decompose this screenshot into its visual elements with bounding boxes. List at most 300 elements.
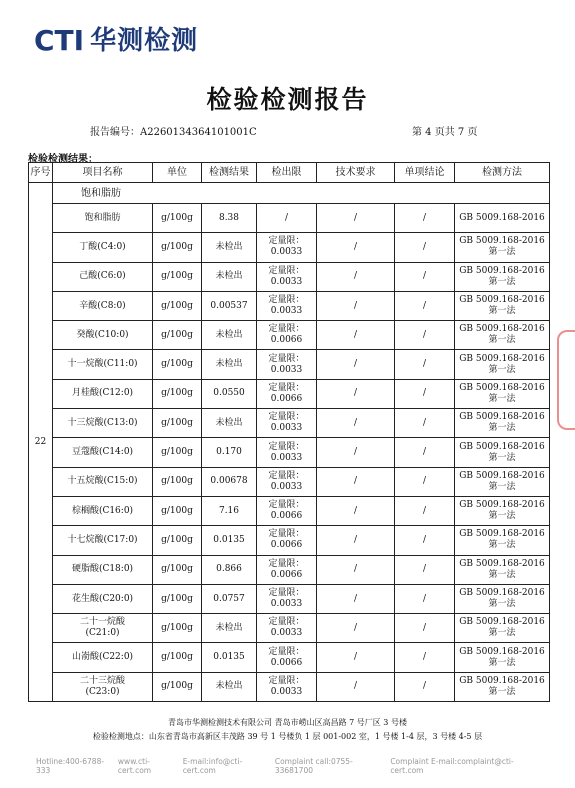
requirement-text: / (353, 359, 358, 370)
detection-limit-text: 定量限： (268, 529, 305, 540)
conclusion-text: / (422, 476, 427, 487)
table-row (29, 643, 550, 672)
detection-limit (257, 233, 317, 262)
conclusion (395, 584, 455, 613)
col-header: 检测结果 (202, 163, 257, 183)
test-method-text: 第一法 (488, 335, 516, 346)
unit (153, 379, 202, 408)
item-name (53, 672, 153, 701)
conclusion (395, 555, 455, 584)
detection-limit-text: 定量限： (268, 675, 305, 686)
result-text: 0.170 (216, 447, 242, 458)
report-number-value: A2260134364101001C (140, 127, 257, 138)
item-name (53, 204, 153, 233)
requirement-text: / (353, 417, 358, 428)
test-method-text: 第一法 (488, 686, 516, 697)
unit (153, 496, 202, 525)
item-name-text: 己酸(C6:0) (79, 271, 126, 282)
conclusion-text: / (422, 300, 427, 311)
result (202, 614, 257, 643)
detection-limit-text: 定量限： (268, 353, 305, 364)
conclusion-text: / (422, 652, 427, 663)
item-name-text: 十七烷酸(C17:0) (67, 534, 138, 545)
conclusion-text: / (422, 388, 427, 399)
test-method-text: GB 5009.168-2016 (459, 236, 545, 247)
unit-text: g/100g (161, 476, 193, 487)
conclusion (395, 496, 455, 525)
test-method-text: 第一法 (488, 481, 516, 492)
conclusion-text: / (422, 593, 427, 604)
result-text: 0.0550 (213, 388, 245, 399)
contact-bar (36, 757, 546, 775)
table-row (29, 467, 550, 496)
test-method (455, 467, 550, 496)
unit (153, 321, 202, 350)
requirement-text: / (353, 564, 358, 575)
conclusion (395, 350, 455, 379)
table-row (29, 291, 550, 320)
test-method-text: 第一法 (488, 657, 516, 668)
table-row (29, 233, 550, 262)
result-text: 0.00678 (210, 476, 248, 487)
table-row (29, 350, 550, 379)
detection-limit (257, 584, 317, 613)
item-name (53, 321, 153, 350)
item-name (53, 291, 153, 320)
result (202, 291, 257, 320)
test-method-text: 第一法 (488, 364, 516, 375)
requirement-text: / (353, 447, 358, 458)
detection-limit (257, 555, 317, 584)
detection-limit-text: 0.0033 (270, 364, 303, 375)
item-name-text: 二十一烷酸 (79, 617, 125, 628)
unit-text: g/100g (161, 505, 193, 516)
results-table (28, 162, 550, 702)
company-logo (34, 26, 198, 56)
conclusion-text: / (422, 271, 427, 282)
table-row (29, 204, 550, 233)
test-method (455, 584, 550, 613)
test-method (455, 409, 550, 438)
item-name-text: 山嵛酸(C22:0) (71, 652, 134, 663)
item-name (53, 584, 153, 613)
conclusion (395, 526, 455, 555)
detection-limit-text: 定量限： (268, 588, 305, 598)
requirement (317, 614, 395, 643)
unit (153, 643, 202, 672)
result-text: 未检出 (215, 417, 243, 428)
result-text: 未检出 (215, 359, 243, 370)
requirement-text: / (353, 534, 358, 545)
requirement-text: / (353, 681, 358, 692)
item-name (53, 262, 153, 291)
item-name-text: (C21:0) (85, 628, 120, 639)
item-name-text: 硬脂酸(C18:0) (71, 564, 134, 575)
unit-text: g/100g (161, 447, 193, 458)
item-name (53, 438, 153, 467)
unit-text: g/100g (161, 534, 193, 545)
unit (153, 438, 202, 467)
result-text: 7.16 (218, 505, 240, 516)
test-method-text: 第一法 (488, 628, 516, 639)
unit-text: g/100g (161, 241, 193, 252)
detection-limit (257, 643, 317, 672)
detection-limit-text: 0.0066 (270, 511, 303, 522)
result (202, 233, 257, 262)
detection-limit-text: 0.0066 (270, 657, 303, 668)
detection-limit-text: 0.0066 (270, 569, 303, 580)
test-method-text: 第一法 (488, 276, 516, 287)
result (202, 350, 257, 379)
test-method (455, 496, 550, 525)
result (202, 672, 257, 701)
requirement (317, 321, 395, 350)
requirement-text: / (353, 271, 358, 282)
item-name-text: 癸酸(C10:0) (76, 329, 129, 340)
requirement-text: / (353, 505, 358, 516)
result (202, 526, 257, 555)
complaint-email-text: Complaint E-mail:complaint@cti-cert.com (390, 757, 514, 775)
result (202, 379, 257, 408)
detection-limit-text: 定量限： (268, 382, 305, 393)
col-header: 检出限 (257, 163, 317, 183)
section-label: 检验检测结果： (28, 154, 98, 165)
report-title: 检验检测报告 (206, 85, 369, 114)
seal-stamp-edge (557, 330, 575, 430)
test-method-text: GB 5009.168-2016 (459, 212, 545, 223)
test-method (455, 262, 550, 291)
test-method-text: 第一法 (488, 569, 516, 580)
test-method-text: GB 5009.168-2016 (459, 441, 545, 452)
table-row (29, 379, 550, 408)
table-row (29, 409, 550, 438)
report-number (90, 123, 257, 138)
unit (153, 614, 202, 643)
col-header: 项目名称 (53, 163, 153, 183)
conclusion (395, 467, 455, 496)
logo-cti-text: CTI (34, 24, 85, 57)
item-name-text: 月桂酸(C12:0) (71, 388, 134, 399)
detection-limit-text: 定量限： (268, 500, 305, 511)
item-name-text: 十五烷酸(C15:0) (67, 476, 138, 487)
test-method-text: GB 5009.168-2016 (459, 588, 545, 598)
detection-limit (257, 496, 317, 525)
detection-limit-text: 0.0033 (270, 628, 303, 639)
table-row (29, 496, 550, 525)
unit-text: g/100g (161, 388, 193, 399)
detection-limit (257, 614, 317, 643)
conclusion (395, 204, 455, 233)
col-header: 单位 (153, 163, 202, 183)
requirement (317, 672, 395, 701)
item-name-text: 十一烷酸(C11:0) (67, 359, 138, 370)
requirement (317, 350, 395, 379)
logo-cn-text: 华测检测 (90, 26, 199, 56)
unit-text: g/100g (161, 652, 193, 663)
requirement (317, 379, 395, 408)
unit (153, 204, 202, 233)
test-method (455, 233, 550, 262)
test-method-text: GB 5009.168-2016 (459, 353, 545, 364)
detection-limit (257, 262, 317, 291)
test-method (455, 614, 550, 643)
unit-text: g/100g (161, 300, 193, 311)
conclusion-text: / (422, 564, 427, 575)
unit (153, 262, 202, 291)
item-name-text: 豆蔻酸(C14:0) (71, 447, 134, 458)
detection-limit-text: 0.0033 (270, 481, 303, 492)
result-text: 0.0135 (213, 534, 245, 545)
table-header-row (29, 163, 550, 183)
conclusion-text: / (422, 329, 427, 340)
test-method-text: GB 5009.168-2016 (459, 500, 545, 511)
detection-limit (257, 438, 317, 467)
result (202, 584, 257, 613)
conclusion-text: / (422, 359, 427, 370)
conclusion-text: / (422, 622, 427, 633)
item-name (53, 379, 153, 408)
footer-address: 检验检测地点：山东省青岛市高新区丰茂路 39 号 1 号楼负 1 层 001-002 室，1 号楼 1-4 层，3 号楼 4-5 层 (92, 732, 483, 741)
test-method (455, 643, 550, 672)
unit (153, 555, 202, 584)
test-method-text: GB 5009.168-2016 (459, 324, 545, 335)
detection-limit (257, 672, 317, 701)
result-text: 未检出 (215, 622, 243, 633)
unit-text: g/100g (161, 681, 193, 692)
test-method-text: 第一法 (488, 452, 516, 463)
table-row (29, 438, 550, 467)
test-method-text: GB 5009.168-2016 (459, 617, 545, 628)
requirement (317, 409, 395, 438)
detection-limit-text: 0.0033 (270, 423, 303, 434)
requirement (317, 526, 395, 555)
conclusion (395, 643, 455, 672)
table-row (29, 526, 550, 555)
detection-limit (257, 350, 317, 379)
report-number-label: 报告编号： (90, 127, 140, 138)
result (202, 467, 257, 496)
requirement-text: / (353, 388, 358, 399)
result (202, 262, 257, 291)
detection-limit-text: / (284, 212, 289, 223)
page-info: 第 4 页共 7 页 (412, 127, 478, 138)
unit (153, 584, 202, 613)
item-name-text: 辛酸(C8:0) (79, 300, 126, 311)
detection-limit (257, 321, 317, 350)
conclusion-text: / (422, 447, 427, 458)
test-method-text: 第一法 (488, 247, 516, 258)
detection-limit-text: 定量限： (268, 295, 305, 306)
detection-limit-text: 定量限： (268, 470, 305, 481)
detection-limit-text: 0.0033 (270, 599, 303, 609)
item-name (53, 643, 153, 672)
test-method (455, 379, 550, 408)
conclusion (395, 672, 455, 701)
requirement-text: / (353, 593, 358, 604)
test-method-text: GB 5009.168-2016 (459, 470, 545, 481)
result (202, 496, 257, 525)
requirement-text: / (353, 212, 358, 223)
conclusion (395, 233, 455, 262)
result (202, 321, 257, 350)
detection-limit (257, 467, 317, 496)
test-method-text: GB 5009.168-2016 (459, 646, 545, 657)
item-name-text: 花生酸(C20:0) (71, 593, 134, 604)
item-name-text: 饱和脂肪 (84, 212, 121, 223)
conclusion (395, 379, 455, 408)
unit-text: g/100g (161, 417, 193, 428)
item-name (53, 409, 153, 438)
table-row (29, 584, 550, 613)
item-name (53, 350, 153, 379)
detection-limit-text: 0.0033 (270, 276, 303, 287)
result-text: 未检出 (215, 681, 243, 692)
detection-limit (257, 291, 317, 320)
requirement-text: / (353, 652, 358, 663)
unit (153, 467, 202, 496)
requirement (317, 438, 395, 467)
group-row (29, 183, 550, 204)
detection-limit-text: 0.0033 (270, 306, 303, 317)
result (202, 555, 257, 584)
table-row (29, 555, 550, 584)
result (202, 643, 257, 672)
detection-limit (257, 526, 317, 555)
website-text: www.cti-cert.com (117, 757, 152, 775)
requirement-text: / (353, 476, 358, 487)
conclusion (395, 291, 455, 320)
test-method-text: GB 5009.168-2016 (459, 675, 545, 686)
test-method (455, 555, 550, 584)
result-text: 0.866 (216, 564, 242, 575)
group-label: 饱和脂肪 (53, 183, 550, 204)
test-method-text: GB 5009.168-2016 (459, 529, 545, 540)
unit-text: g/100g (161, 593, 193, 604)
requirement (317, 467, 395, 496)
requirement (317, 204, 395, 233)
detection-limit-text: 定量限： (268, 324, 305, 335)
test-method (455, 321, 550, 350)
detection-limit-text: 定量限： (268, 236, 305, 247)
col-header: 单项结论 (395, 163, 455, 183)
test-method-text: GB 5009.168-2016 (459, 412, 545, 423)
test-method (455, 204, 550, 233)
test-method-text: 第一法 (488, 423, 516, 434)
requirement-text: / (353, 300, 358, 311)
test-method-text: 第一法 (488, 306, 516, 317)
unit (153, 526, 202, 555)
item-name (53, 496, 153, 525)
result-text: 未检出 (215, 241, 243, 252)
detection-limit-text: 定量限： (268, 646, 305, 657)
conclusion-text: / (422, 681, 427, 692)
requirement (317, 555, 395, 584)
conclusion (395, 321, 455, 350)
unit (153, 350, 202, 379)
unit (153, 233, 202, 262)
detection-limit-text: 定量限： (268, 265, 305, 276)
test-method-text: GB 5009.168-2016 (459, 558, 545, 569)
detection-limit (257, 409, 317, 438)
requirement-text: / (353, 329, 358, 340)
detection-limit-text: 定量限： (268, 412, 305, 423)
test-method (455, 526, 550, 555)
conclusion-text: / (422, 534, 427, 545)
detection-limit-text: 定量限： (268, 558, 305, 569)
requirement (317, 643, 395, 672)
conclusion-text: / (422, 212, 427, 223)
col-header: 技术要求 (317, 163, 395, 183)
result-text: 未检出 (215, 329, 243, 340)
unit-text: g/100g (161, 329, 193, 340)
test-method-text: 第一法 (488, 393, 516, 404)
test-method-text: 第一法 (488, 540, 516, 551)
test-method-text: GB 5009.168-2016 (459, 265, 545, 276)
result-text: 未检出 (215, 271, 243, 282)
test-method-text: 第一法 (488, 599, 516, 609)
unit-text: g/100g (161, 271, 193, 282)
col-header: 检测方法 (455, 163, 550, 183)
unit (153, 672, 202, 701)
test-method (455, 350, 550, 379)
test-method (455, 438, 550, 467)
hotline-text: Hotline:400-6788-333 (36, 757, 105, 775)
test-method-text: 第一法 (488, 511, 516, 522)
conclusion-text: / (422, 417, 427, 428)
detection-limit-text: 0.0033 (270, 686, 303, 697)
unit-text: g/100g (161, 359, 193, 370)
item-name-text: 棕榈酸(C16:0) (71, 505, 134, 516)
unit-text: g/100g (161, 212, 193, 223)
item-name-text: (C23:0) (85, 686, 120, 697)
result-text: 0.0757 (213, 593, 245, 604)
conclusion (395, 262, 455, 291)
requirement (317, 233, 395, 262)
conclusion-text: / (422, 505, 427, 516)
result (202, 409, 257, 438)
requirement-text: / (353, 241, 358, 252)
email-text: E-mail:info@cti-cert.com (182, 757, 243, 775)
detection-limit-text: 0.0033 (270, 247, 303, 258)
detection-limit-text: 定量限： (268, 441, 305, 452)
detection-limit (257, 379, 317, 408)
requirement (317, 584, 395, 613)
requirement (317, 262, 395, 291)
complaint-call-text: Complaint call:0755-33681700 (274, 757, 353, 775)
item-name (53, 555, 153, 584)
table-row (29, 321, 550, 350)
detection-limit-text: 0.0033 (270, 452, 303, 463)
result-text: 8.38 (218, 212, 240, 223)
unit-text: g/100g (161, 564, 193, 575)
detection-limit-text: 0.0066 (270, 335, 303, 346)
unit-text: g/100g (161, 622, 193, 633)
item-name-text: 二十三烷酸 (79, 675, 125, 686)
table-row (29, 672, 550, 701)
item-name (53, 614, 153, 643)
item-name (53, 526, 153, 555)
test-method (455, 291, 550, 320)
table-row (29, 262, 550, 291)
conclusion (395, 409, 455, 438)
result (202, 438, 257, 467)
detection-limit-text: 定量限： (268, 617, 305, 628)
test-method (455, 672, 550, 701)
test-method-text: GB 5009.168-2016 (459, 295, 545, 306)
requirement (317, 291, 395, 320)
conclusion-text: / (422, 241, 427, 252)
table-row (29, 614, 550, 643)
